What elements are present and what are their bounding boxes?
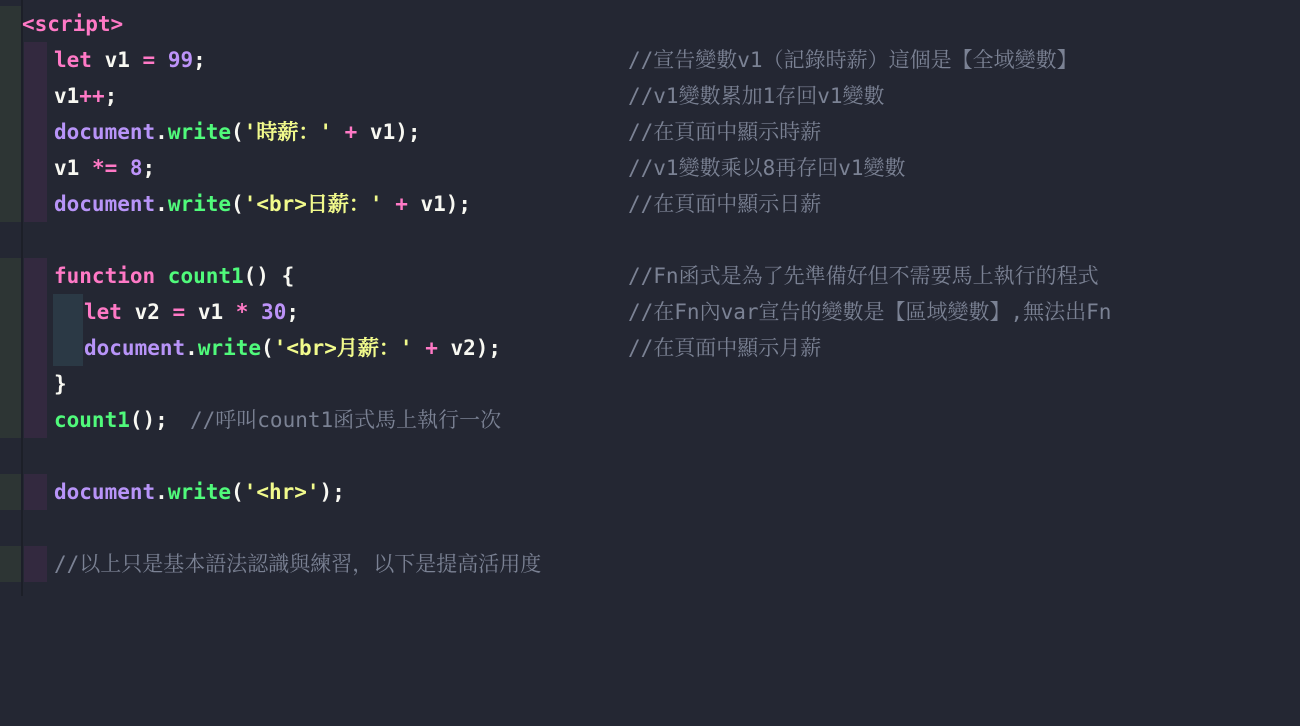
line-comment: //v1變數乘以8再存回v1變數 — [628, 156, 906, 180]
code-text — [54, 402, 168, 438]
gutter-block — [0, 186, 21, 222]
operator: + — [382, 192, 421, 216]
indent-guide-level-2 — [53, 330, 83, 366]
gutter-block — [0, 258, 21, 294]
code-line — [0, 78, 1300, 114]
code-line — [0, 366, 1300, 402]
code-line — [0, 546, 1300, 582]
number: 8 — [129, 156, 143, 180]
line-comment: //在頁面中顯示月薪 — [628, 336, 822, 360]
indent-guide-level-1 — [24, 150, 47, 186]
line-comment: //在頁面中顯示日薪 — [628, 192, 822, 216]
punctuation: . — [155, 480, 168, 504]
punctuation: ; — [104, 84, 118, 108]
code-rows — [0, 6, 1300, 582]
code-line-blank — [0, 438, 1300, 474]
string: '<hr>' — [243, 480, 320, 504]
code-text — [54, 114, 421, 150]
code-line — [0, 474, 1300, 510]
keyword: let — [84, 300, 135, 324]
punctuation: . — [155, 120, 168, 144]
indent-guide-level-1 — [24, 42, 47, 78]
indent-guide-level-1 — [24, 330, 47, 366]
operator: = — [172, 300, 198, 324]
code-text — [54, 474, 345, 510]
method: write — [197, 336, 262, 360]
object: document — [54, 120, 156, 144]
string: '<br>日薪：' — [243, 192, 383, 216]
code-line — [0, 294, 1300, 330]
code-text — [54, 546, 541, 582]
indent-guide-level-1 — [24, 546, 47, 582]
code-line-blank — [0, 510, 1300, 546]
code-text — [54, 42, 206, 78]
code-text — [22, 6, 123, 42]
punctuation: } — [54, 372, 67, 396]
gutter-block — [0, 402, 21, 438]
variable: v1 — [54, 156, 92, 180]
object: document — [54, 480, 156, 504]
function-name: count1 — [167, 264, 244, 288]
indent-guide-level-1 — [24, 402, 47, 438]
punctuation: ; — [193, 48, 206, 72]
line-comment: //在Fn內var宣告的變數是【區域變數】,無法出Fn — [628, 300, 1112, 324]
indent-guide-level-1 — [24, 294, 47, 330]
keyword: let — [54, 48, 105, 72]
variable: v1 — [54, 84, 80, 108]
punctuation: () { — [243, 264, 295, 288]
gutter-block — [0, 78, 21, 114]
method: write — [167, 480, 232, 504]
indent-guide-level-1 — [24, 186, 47, 222]
punctuation: ; — [286, 300, 299, 324]
number: 30 — [261, 300, 287, 324]
keyword: function — [54, 264, 168, 288]
indent-guide-level-2 — [53, 294, 83, 330]
string: '時薪：' — [243, 120, 332, 144]
method: write — [167, 120, 232, 144]
script-open-tag: <script> — [22, 12, 124, 36]
object: document — [84, 336, 186, 360]
operator: + — [412, 336, 451, 360]
code-text — [84, 294, 299, 330]
operator: * — [235, 300, 262, 324]
code-line — [0, 186, 1300, 222]
gutter-block — [0, 150, 21, 186]
indent-guide-level-1 — [24, 366, 47, 402]
punctuation: ( — [231, 120, 244, 144]
variable: v1 — [197, 300, 236, 324]
code-line — [0, 42, 1300, 78]
code-text — [54, 258, 294, 294]
code-line — [0, 150, 1300, 186]
gutter-block — [0, 474, 21, 510]
punctuation: (); — [129, 408, 168, 432]
gutter-block — [0, 6, 21, 42]
number: 99 — [167, 48, 194, 72]
method: write — [167, 192, 232, 216]
punctuation: ( — [231, 192, 244, 216]
line-comment: //在頁面中顯示時薪 — [628, 120, 822, 144]
line-comment: //Fn函式是為了先準備好但不需要馬上執行的程式 — [628, 264, 1099, 288]
punctuation: v2); — [450, 336, 502, 360]
punctuation: ( — [261, 336, 274, 360]
punctuation: ; — [142, 156, 156, 180]
operator: = — [142, 48, 168, 72]
code-line — [0, 402, 1300, 438]
code-text — [84, 330, 501, 366]
punctuation: v1); — [420, 192, 472, 216]
operator: *= — [91, 156, 130, 180]
object: document — [54, 192, 156, 216]
operator: + — [331, 120, 370, 144]
code-line — [0, 258, 1300, 294]
gutter-block — [0, 330, 21, 366]
code-text — [54, 366, 67, 402]
code-line — [0, 330, 1300, 366]
code-text — [54, 186, 471, 222]
punctuation: v1); — [369, 120, 421, 144]
code-text — [54, 150, 155, 186]
indent-guide-level-1 — [24, 474, 47, 510]
indent-guide-level-1 — [24, 78, 47, 114]
punctuation: ); — [319, 480, 345, 504]
variable: v2 — [134, 300, 173, 324]
gutter-block — [0, 546, 21, 582]
punctuation: ( — [231, 480, 244, 504]
string: '<br>月薪：' — [273, 336, 413, 360]
line-comment: //宣告變數v1（記錄時薪）這個是【全域變數】 — [628, 48, 1078, 72]
variable: v1 — [104, 48, 143, 72]
code-line — [0, 6, 1300, 42]
punctuation: . — [155, 192, 168, 216]
code-text — [54, 78, 117, 114]
gutter-block — [0, 42, 21, 78]
operator: ++ — [79, 84, 105, 108]
indent-guide-level-1 — [24, 114, 47, 150]
gutter-block — [0, 366, 21, 402]
line-comment: //v1變數累加1存回v1變數 — [628, 84, 885, 108]
gutter-block — [0, 114, 21, 150]
indent-guide-level-1 — [24, 258, 47, 294]
function-name: count1 — [54, 408, 130, 432]
punctuation: . — [185, 336, 198, 360]
gutter-block — [0, 294, 21, 330]
code-line-blank — [0, 222, 1300, 258]
code-line — [0, 114, 1300, 150]
comment-line: //以上只是基本語法認識與練習，以下是提高活用度 — [54, 552, 542, 576]
line-comment: //呼叫count1函式馬上執行一次 — [190, 408, 502, 432]
